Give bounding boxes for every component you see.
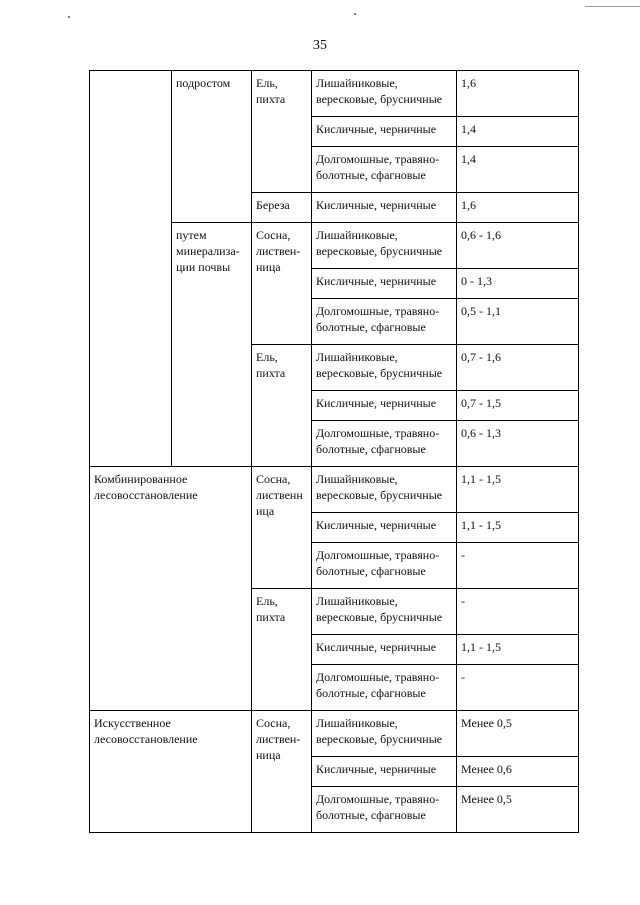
table-cell-forest-type: Лишайниковые, вересковые, брусничные [312,589,457,635]
table-cell-forest-type: Лишайниковые, вересковые, брусничные [312,345,457,391]
table-cell-forest-type: Кисличные, черничные [312,193,457,223]
table-cell-value: 1,6 [457,193,579,223]
table-row [90,467,579,513]
table-cell-value: 0,6 - 1,6 [457,223,579,269]
table-cell-forest-type: Лишайниковые, вересковые, брусничные [312,711,457,757]
table-cell-value: 0 - 1,3 [457,269,579,299]
table-cell-value: 1,4 [457,117,579,147]
table-cell-value: - [457,665,579,711]
table-cell-method: подростом [172,71,252,223]
table-cell-species: Сосна, листвен- ница [252,711,312,833]
table-cell-value: 1,1 - 1,5 [457,467,579,513]
table-cell-value: 0,5 - 1,1 [457,299,579,345]
table-cell-species: Сосна, листвен- ница [252,223,312,345]
table-cell-forest-type: Кисличные, черничные [312,391,457,421]
table-cell-value: Менее 0,6 [457,757,579,787]
table-cell-species: Сосна, лиственн ица [252,467,312,589]
table-cell-value: 1,4 [457,147,579,193]
table-cell-value: - [457,543,579,589]
table-cell-value: 0,7 - 1,6 [457,345,579,391]
table-row [90,71,579,117]
table-cell-forest-type: Долгомошные, травяно- болотные, сфагновые [312,787,457,833]
table-cell-forest-type: Кисличные, черничные [312,117,457,147]
table-cell-value: Менее 0,5 [457,787,579,833]
table-cell-forest-type: Лишайниковые, вересковые, брусничные [312,223,457,269]
table-cell-species: Ель, пихта [252,589,312,711]
table-cell-forest-type: Кисличные, черничные [312,757,457,787]
regeneration-table [89,70,579,833]
page-number: 35 [313,38,327,53]
table-cell-value: 1,6 [457,71,579,117]
table-row [90,711,579,757]
scan-edge-line [585,6,640,7]
table-cell-species: Ель, пихта [252,345,312,467]
table-cell-forest-type: Долгомошные, травяно- болотные, сфагновые [312,421,457,467]
table-cell-category: Искусственное лесовосстановление [90,711,252,833]
table-cell-forest-type: Кисличные, черничные [312,635,457,665]
table-cell-value: 0,7 - 1,5 [457,391,579,421]
table-cell-forest-type: Долгомошные, травяно- болотные, сфагновые [312,665,457,711]
table-cell-forest-type: Лишайниковые, вересковые, брусничные [312,467,457,513]
table-cell-forest-type: Долгомошные, травяно- болотные, сфагновые [312,147,457,193]
table-cell-value: - [457,589,579,635]
table-cell-method: путем минерализа- ции почвы [172,223,252,467]
table-cell-value: Менее 0,5 [457,711,579,757]
table-cell-value: 0,6 - 1,3 [457,421,579,467]
table-cell-forest-type: Кисличные, черничные [312,513,457,543]
table-cell-species: Ель, пихта [252,71,312,193]
table-cell-forest-type: Лишайниковые, вересковые, брусничные [312,71,457,117]
table-cell-species: Береза [252,193,312,223]
table-cell-value: 1,1 - 1,5 [457,635,579,665]
table-cell-forest-type: Кисличные, черничные [312,269,457,299]
table-cell-forest-type: Долгомошные, травяно- болотные, сфагновые [312,543,457,589]
table-cell-category: Комбинированное лесовосстановление [90,467,252,711]
table-cell-value: 1,1 - 1,5 [457,513,579,543]
table-cell-forest-type: Долгомошные, травяно- болотные, сфагновые [312,299,457,345]
table-cell-category [90,71,172,467]
